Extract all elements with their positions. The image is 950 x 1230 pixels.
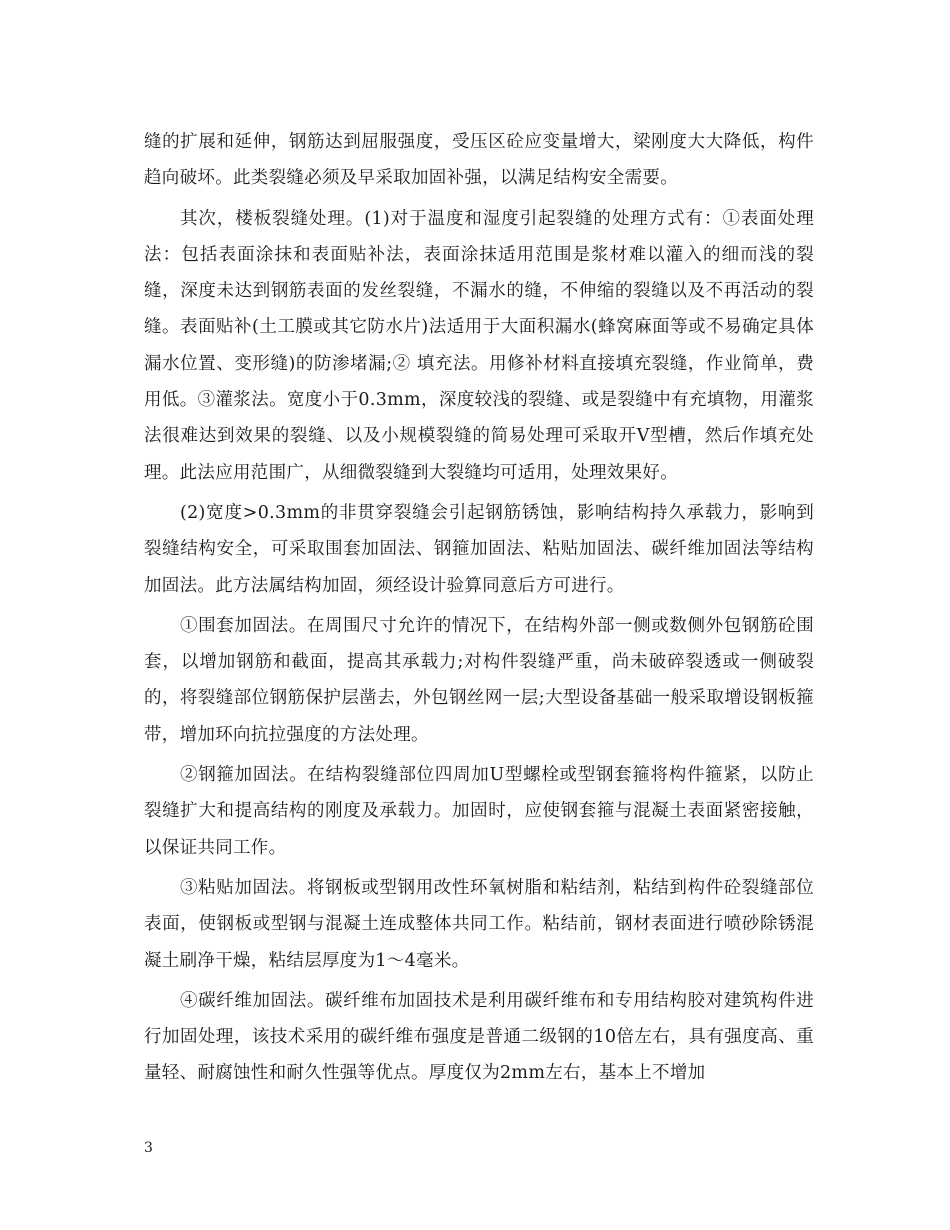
paragraph-floor-crack-treatment: 其次，楼板裂缝处理。(1)对于温度和湿度引起裂缝的处理方式有：①表面处理法：包括表面涂抹和表面贴补法，表面涂抹适用范围是浆材难以灌入的细而浅的裂缝，深度未达到钢筋表面的发丝裂缝，不漏水的缝，不伸缩的裂缝以及不再活动的裂缝。表面贴补(土工膜或其它防水片)法适用于大面积漏水(蜂窝麻面等或不易确定具体漏水位置、变形缝)的防渗堵漏;② 填充法。用修补材料直接填充裂缝，作业简单，费用低。③灌浆法。宽度小于0.3mm，深度较浅的裂缝、或是裂缝中有充填物，用灌浆法很难达到效果的裂缝、以及小规模裂缝的简易处理可采取开V型槽，然后作填充处理。此法应用范围广，从细微裂缝到大裂缝均可适用，处理效果好。 <box>144 208 814 483</box>
paragraph-jacketing-method: ①围套加固法。在周围尺寸允许的情况下，在结构外部一侧或数侧外包钢筋砼围套，以增加钢筋和截面，提高其承载力;对构件裂缝严重，尚未破碎裂透或一侧破裂的，将裂缝部位钢筋保护层凿去，外包钢丝网一层;大型设备基础一般采取增设钢板箍带，增加环向抗拉强度的方法处理。 <box>144 615 814 745</box>
paragraph-steel-hoop-method: ②钢箍加固法。在结构裂缝部位四周加U型螺栓或型钢套箍将构件箍紧，以防止裂缝扩大和提高结构的刚度及承载力。加固时，应使钢套箍与混凝土表面紧密接触，以保证共同工作。 <box>144 765 814 858</box>
paragraph-bonding-method: ③粘贴加固法。将钢板或型钢用改性环氧树脂和粘结剂，粘结到构件砼裂缝部位表面，使钢板或型钢与混凝土连成整体共同工作。粘结前，钢材表面进行喷砂除锈混凝土刷净干燥，粘结层厚度为1～4毫米。 <box>144 877 814 971</box>
page-body <box>144 124 814 1096</box>
page-number: 3 <box>144 1140 153 1156</box>
paragraph-wide-crack-reinforcement: (2)宽度>0.3mm的非贯穿裂缝会引起钢筋锈蚀，影响结构持久承载力，影响到裂缝结构安全，可采取围套加固法、钢箍加固法、粘贴加固法、碳纤维加固法等结构加固法。此方法属结构加固，须经设计验算同意后方可进行。 <box>144 502 814 596</box>
paragraph-carbon-fiber-method: ④碳纤维加固法。碳纤维布加固技术是利用碳纤维布和专用结构胶对建筑构件进行加固处理，该技术采用的碳纤维布强度是普通二级钢的10倍左右，具有强度高、重量轻、耐腐蚀性和耐久性强等优点。厚度仅为2mm左右，基本上不增加 <box>144 990 814 1084</box>
paragraph-continuation: 缝的扩展和延伸，钢筋达到屈服强度，受压区砼应变量增大，梁刚度大大降低，构件趋向破坏。此类裂缝必须及早采取加固补强，以满足结构安全需要。 <box>144 132 814 189</box>
